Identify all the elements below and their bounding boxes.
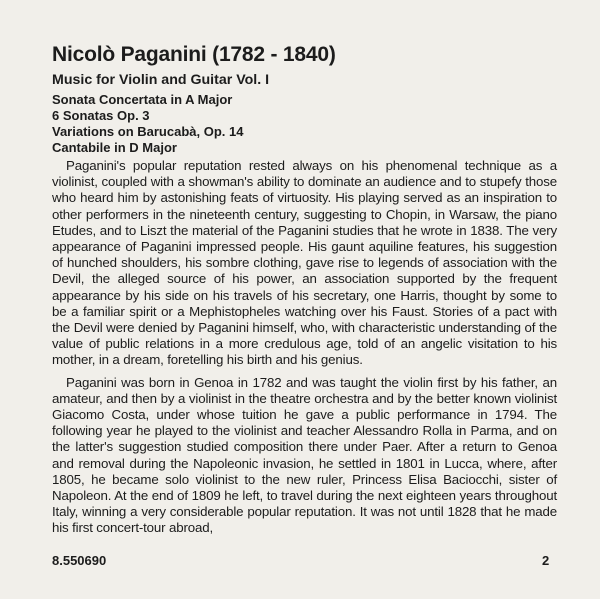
body-paragraph: Paganini's popular reputation rested always on his phenomenal technique as a violinist, coupled with a showman's ability to dominate an audience and to stupefy those who heard him by astonishing feats of virtuosity. His playing served as an inspiration to other performers in the nineteenth century, suggesting to Chopin, in Warsaw, the piano Etudes, and to Liszt the material of the Paganini studies that he wrote in 1838. The very appearance of Paganini impressed people. His gaunt aquiline features, his suggestion of hunched shoulders, his sombre clothing, gave rise to legends of association with the Devil, the alleged source of his power, an association supported by the frequent appearance by his side on his travels of his secretary, one Harris, thought by some to be a familiar spirit or a Mephistopheles watching over his Faust. Stories of a pact with the Devil were denied by Paganini himself, who, with characteristic understanding of the value of public relations in a more credulous age, told of an angelic visitation to his mother, in a dream, foretelling his birth and his genius. (52, 158, 557, 368)
album-subtitle: Music for Violin and Guitar Vol. I (52, 72, 270, 88)
catalog-number: 8.550690 (52, 553, 107, 568)
work-item: Sonata Concertata in A Major (52, 92, 233, 107)
page-number: 2 (542, 553, 550, 568)
work-item: 6 Sonatas Op. 3 (52, 108, 150, 123)
works-list (52, 92, 557, 156)
page-content (52, 42, 557, 543)
page-title: Nicolò Paganini (1782 - 1840) (52, 43, 336, 66)
work-item: Variations on Barucabà, Op. 14 (52, 124, 244, 139)
work-item: Cantabile in D Major (52, 140, 177, 155)
body-paragraph: Paganini was born in Genoa in 1782 and was taught the violin first by his father, an amateur, and then by a violinist in the theatre orchestra and by the better known violinist Giacomo Costa, under whose tuition he gave a public performance in 1794. The following year he played to the violinist and teacher Alessandro Rolla in Parma, and on the latter's suggestion studied composition there under Paer. After a return to Genoa and removal during the Napoleonic invasion, he settled in 1801 in Lucca, where, after 1805, he became solo violinist to the new ruler, Princess Elisa Baciocchi, sister of Napoleon. At the end of 1809 he left, to travel during the next eighteen years throughout Italy, winning a very considerable popular reputation. It was not until 1828 that he made his first concert-tour abroad, (52, 374, 557, 536)
